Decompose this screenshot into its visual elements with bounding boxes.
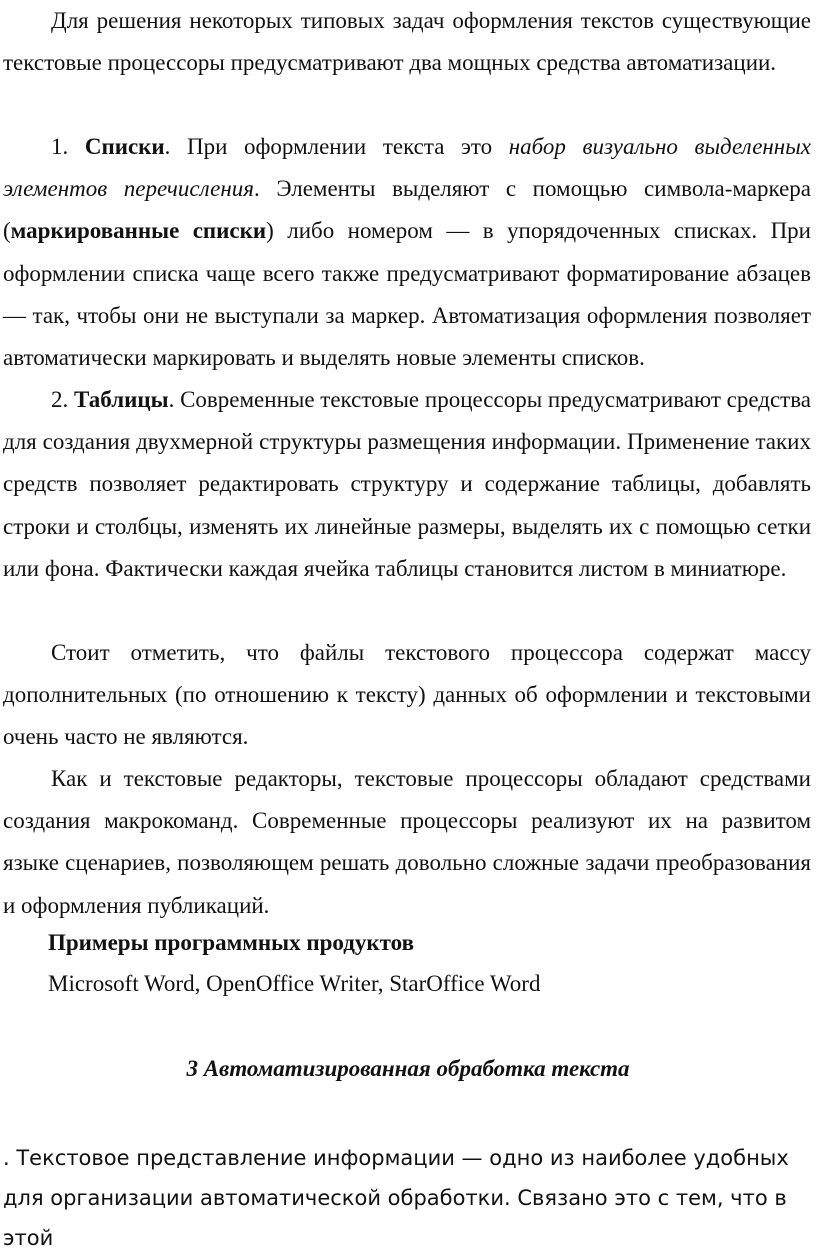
paragraph-macros: Как и текстовые редакторы, текстовые процессоры обладают средствами создания макрокоманд. Современные процессоры реализуют их на развитом языке сценариев, позволяющем решать довольно сложные задачи преобразования и оформления публикаций. xyxy=(3,766,811,918)
examples-list: Microsoft Word, OpenOffice Writer, StarOffice Word xyxy=(48,971,541,996)
text-segment: . Современные текстовые процессоры предусматривают средства для создания двухмерной структуры размещения информации. Применение таких средств позволяет редактировать структуру и содержание таблицы, добавлять строки и столбцы, изменять их линейные размеры, выделять их с помощью сетки или фона. Фактически каждая ячейка таблицы становится листом в миниатюре. xyxy=(3,387,812,581)
list-number: 1. xyxy=(51,134,69,159)
examples-heading: Примеры программных продуктов xyxy=(48,930,414,955)
list-number: 2. xyxy=(51,387,69,412)
text-segment: ) либо номером — в упорядоченных списках. При оформлении списка чаще всего также предусматривают форматирование абзацев — так, чтобы они не выступали за маркер. Автоматизация оформления позволяет автоматически маркировать и выделять новые элементы списков. xyxy=(3,218,811,371)
term-lists: Списки xyxy=(84,134,165,159)
paragraph-note: Стоит отметить, что файлы текстового процессора содержат массу дополнительных (по отношению к тексту) данных об оформлении и текстовыми очень часто не являются. xyxy=(3,640,811,750)
section-title: 3 Автоматизированная обработка текста xyxy=(186,1056,630,1081)
paragraph-section-start: . Текстовое представление информации — одно из наиболее удобных для организации автоматической обработки. Связано это с тем, что в этой xyxy=(3,1146,789,1250)
text-segment: . Элементы выделяют с помощью символа-маркера ( xyxy=(3,176,812,244)
term-tables: Таблицы xyxy=(74,387,169,412)
paragraph-tables xyxy=(3,379,811,590)
paragraph-intro: Для решения некоторых типовых задач оформления текстов существующие текстовые процессоры предусматривают два мощных средства автоматизации. xyxy=(3,8,811,76)
text-segment: . При оформлении текста это xyxy=(164,134,509,159)
emphasis-definition: набор визуально выделенных элементов перечисления xyxy=(3,134,812,202)
term-bulleted-lists: маркированные списки xyxy=(10,218,267,244)
paragraph-lists xyxy=(3,126,811,379)
